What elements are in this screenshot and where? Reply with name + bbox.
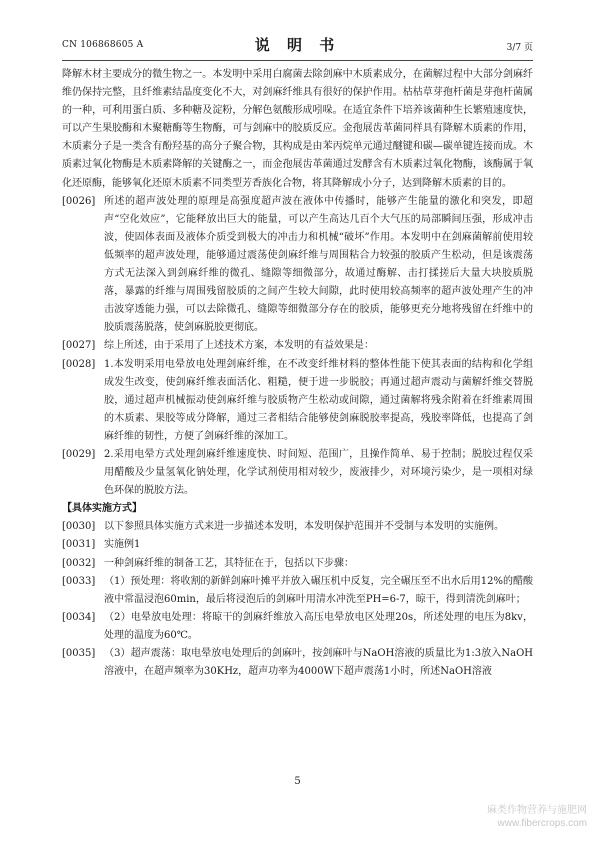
paragraph-text: （2）电晕放电处理：将晾干的剑麻纤维放入高压电晕放电区处理20s，所述处理的电压为8kv，处理的温度为60℃。: [104, 611, 533, 641]
page-indicator: 3/7 页: [506, 43, 533, 53]
document-title: 说 明 书: [254, 36, 341, 54]
paragraph-number: [0031]: [62, 539, 96, 551]
header-rule: [62, 60, 533, 61]
paragraph-text: 实施例1: [104, 539, 141, 551]
paragraph-number: [0034]: [62, 611, 96, 623]
paragraph-text: 所述的超声波处理的原理是高强度超声波在液体中传播时，能够产生能量的激化和突发，即超声“空化效应”，它能释放出巨大的能量，可以产生高达几百个大气压的局部瞬间压强，形成冲击波，使固体表面及液体介质受到极大的冲击力和机械“破坏”作用。本发明中在剑麻菌解前使用较低频率的超声波处理，能够通过震荡使剑麻纤维与周围粘合力较强的胶质产生松动，但是该震荡方式无法深入到剑麻纤维的微孔、缝隙等细微部分，故通过酶解、击打揉搓后大量大块胶质脱落，暴露的纤维与周围残留胶质的之间产生较大间隙，此时使用较高频率的超声波处理产生的冲击波穿透能力强，可以去除微孔、缝隙等细微部分存在的胶质，能够更充分地将残留在纤维中的胶质震荡脱落，使剑麻脱胶更彻底。: [104, 195, 533, 334]
paragraph-number: [0033]: [62, 575, 96, 587]
paragraph-text: 综上所述，由于采用了上述技术方案，本发明的有益效果是：: [104, 340, 374, 352]
paragraph-0033: [62, 573, 533, 609]
paragraph-text: （3）超声震荡：取电晕放电处理后的剑麻叶，按剑麻叶与NaOH溶液的质量比为1:3放入NaOH溶液中，在超声频率为30KHz，超声功率为4000W下超声震荡1小时，所述NaOH溶液: [104, 648, 533, 678]
patent-number: CN 106868605 A: [62, 40, 144, 50]
paragraph-number: [0028]: [62, 358, 96, 370]
page-number: 5: [294, 776, 301, 787]
paragraph-number: [0027]: [62, 340, 96, 352]
paragraph-0035: [62, 645, 533, 681]
paragraph-text: 1.本发明采用电晕放电处理剑麻纤维，在不改变纤维材料的整体性能下使其表面的结构和化学组成发生改变，使剑麻纤维表面活化、粗糙，便于进一步脱胶；再通过超声震动与菌解纤维交替脱胶，通过超声机械振动使剑麻纤维与胶质物产生松动或间隙，通过菌解将残余附着在纤维素周围的木质素、果胶等成分降解，通过三者相结合能够使剑麻脱胶率提高，残胶率降低，也提高了剑麻纤维的韧性，方便了剑麻纤维的深加工。: [104, 358, 533, 442]
paragraph-0034: [62, 609, 533, 645]
paragraph-number: [0032]: [62, 557, 96, 569]
page-header: [62, 34, 533, 56]
paragraph-0030: [62, 518, 533, 536]
paragraph-0029: [62, 446, 533, 500]
paragraph-0031: [62, 536, 533, 554]
paragraph-number: [0029]: [62, 448, 96, 460]
watermark: [487, 804, 587, 830]
paragraph-text: 2.采用电晕方式处理剑麻纤维速度快、时间短、范围广，且操作简单、易于控制；脱胶过程仅采用醋酸及少量氢氧化钠处理，化学试剂使用相对较少，废液排少，对环境污染少，是一项相对绿色环保的脱胶方法。: [104, 448, 533, 497]
paragraph-text: （1）预处理：将收割的新鲜剑麻叶摊平并放入碾压机中反复，完全碾压至不出水后用12%的醋酸液中常温浸泡60min，最后将浸泡后的剑麻叶用清水冲洗至PH=6-7，晾干，得到清洗剑麻叶；: [104, 575, 533, 605]
paragraph-number: [0026]: [62, 195, 96, 207]
paragraph-0027: [62, 337, 533, 355]
paragraph-number: [0035]: [62, 648, 96, 659]
intro-paragraph: 降解木材主要成分的微生物之一。本发明中采用白腐菌去除剑麻中木质素成分，在菌解过程中大部分剑麻纤维仍保持完整，且纤维素结晶度变化不大，对剑麻纤维具有很好的保护作用。枯枯草芽孢杆菌是芽孢杆菌属的一种，可利用蛋白质、多种糖及淀粉，分解色氨酸形成吲哚。在适宜条件下培养该菌种生长繁殖速度快，可以产生果胶酶和木聚糖酶等生物酶，可与剑麻中的胶质反应。金孢展齿革菌同样具有降解木质素的作用，木质素分子是一类含有酚羟基的高分子聚合物，其构成是由苯丙烷单元通过醚键和碳—碳单键连接而成。木质素过氧化物酶是木质素降解的关键酶之一，而金孢展齿革菌通过发酵含有木质素过氧化物酶，该酶属于氧化还原酶，能够氧化还原木质素不同类型芳香族化合物，将其降解成小分子，达到降解木质素的目的。: [62, 69, 533, 189]
document-body: [62, 66, 533, 681]
paragraph-0026: [62, 193, 533, 338]
paragraph-text: 一种剑麻纤维的制备工艺，其特征在于，包括以下步骤：: [104, 557, 354, 569]
paragraph-0032: [62, 555, 533, 573]
watermark-site-name: 麻类作物营养与施肥网: [487, 805, 587, 816]
paragraph-text: 以下参照具体实施方式来进一步描述本发明，本发明保护范围并不受制与本发明的实施例。: [104, 521, 504, 533]
paragraph-0028: [62, 356, 533, 446]
watermark-url: www.fibercrops.com: [497, 818, 587, 829]
section-heading: 【具体实施方式】: [62, 503, 142, 515]
paragraph-number: [0030]: [62, 521, 96, 533]
